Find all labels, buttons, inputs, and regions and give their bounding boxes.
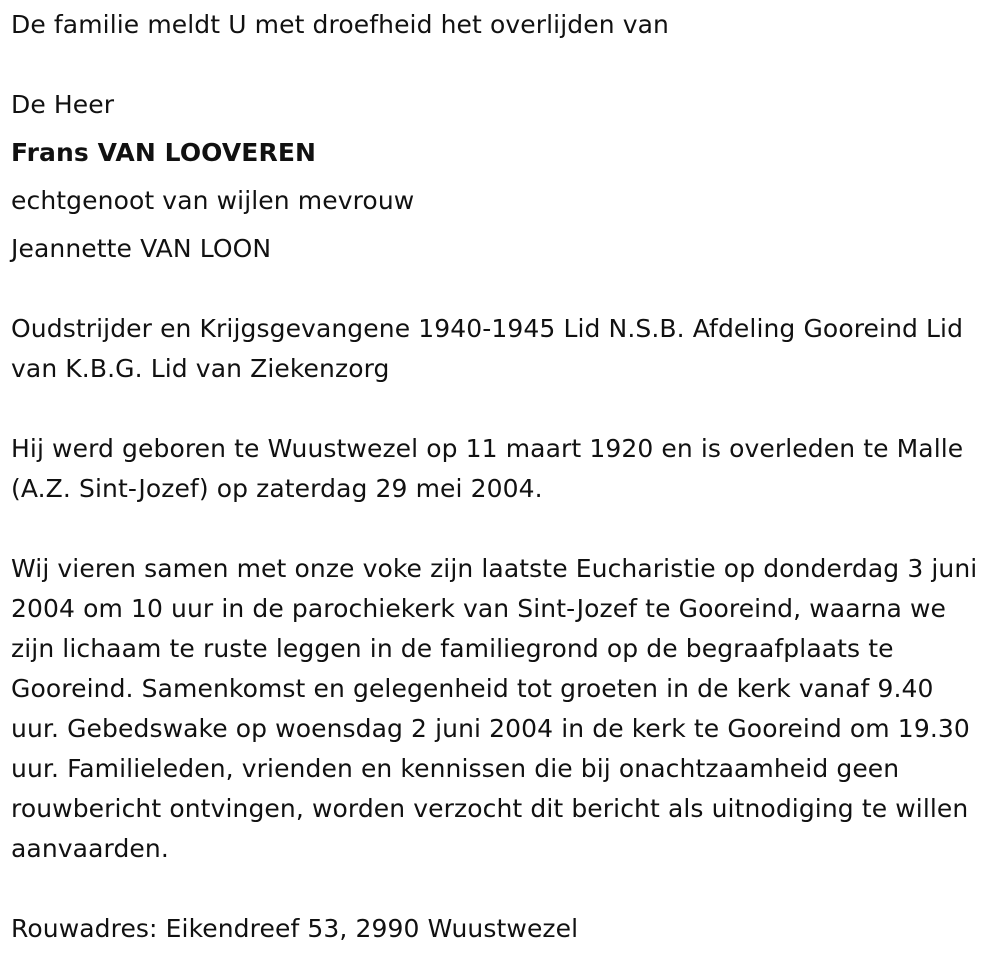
spouse-prefix: echtgenoot van wijlen mevrouw: [11, 186, 415, 215]
deceased-name: Frans VAN LOOVEREN: [11, 138, 317, 167]
honorific-title: De Heer: [11, 90, 115, 119]
birth-death-paragraph: Hij werd geboren te Wuustwezel op 11 maart 1920 en is overleden te Malle (A.Z. Sint-Jozef) op zaterdag 29 mei 2004.: [11, 434, 964, 503]
spouse-name: Jeannette VAN LOON: [11, 234, 272, 263]
associations-paragraph: Oudstrijder en Krijgsgevangene 1940-1945 Lid N.S.B. Afdeling Gooreind Lid van K.B.G. Lid van Ziekenzorg: [11, 314, 964, 383]
intro-text: De familie meldt U met droefheid het overlijden van: [11, 10, 669, 39]
mourning-address: Rouwadres: Eikendreef 53, 2990 Wuustwezel: [11, 914, 579, 943]
service-paragraph: Wij vieren samen met onze voke zijn laatste Eucharistie op donderdag 3 juni 2004 om 10 uur in de parochiekerk van Sint-Jozef te Gooreind, waarna we zijn lichaam te ruste leggen in de familiegrond op de begraafplaats te Gooreind. Samenkomst en gelegenheid tot groeten in de kerk vanaf 9.40 uur. Gebedswake op woensdag 2 juni 2004 in de kerk te Gooreind om 19.30 uur. Familieleden, vrienden en kennissen die bij onachtzaamheid geen rouwbericht ontvingen, worden verzocht dit bericht als uitnodiging te willen aanvaarden.: [11, 554, 978, 863]
